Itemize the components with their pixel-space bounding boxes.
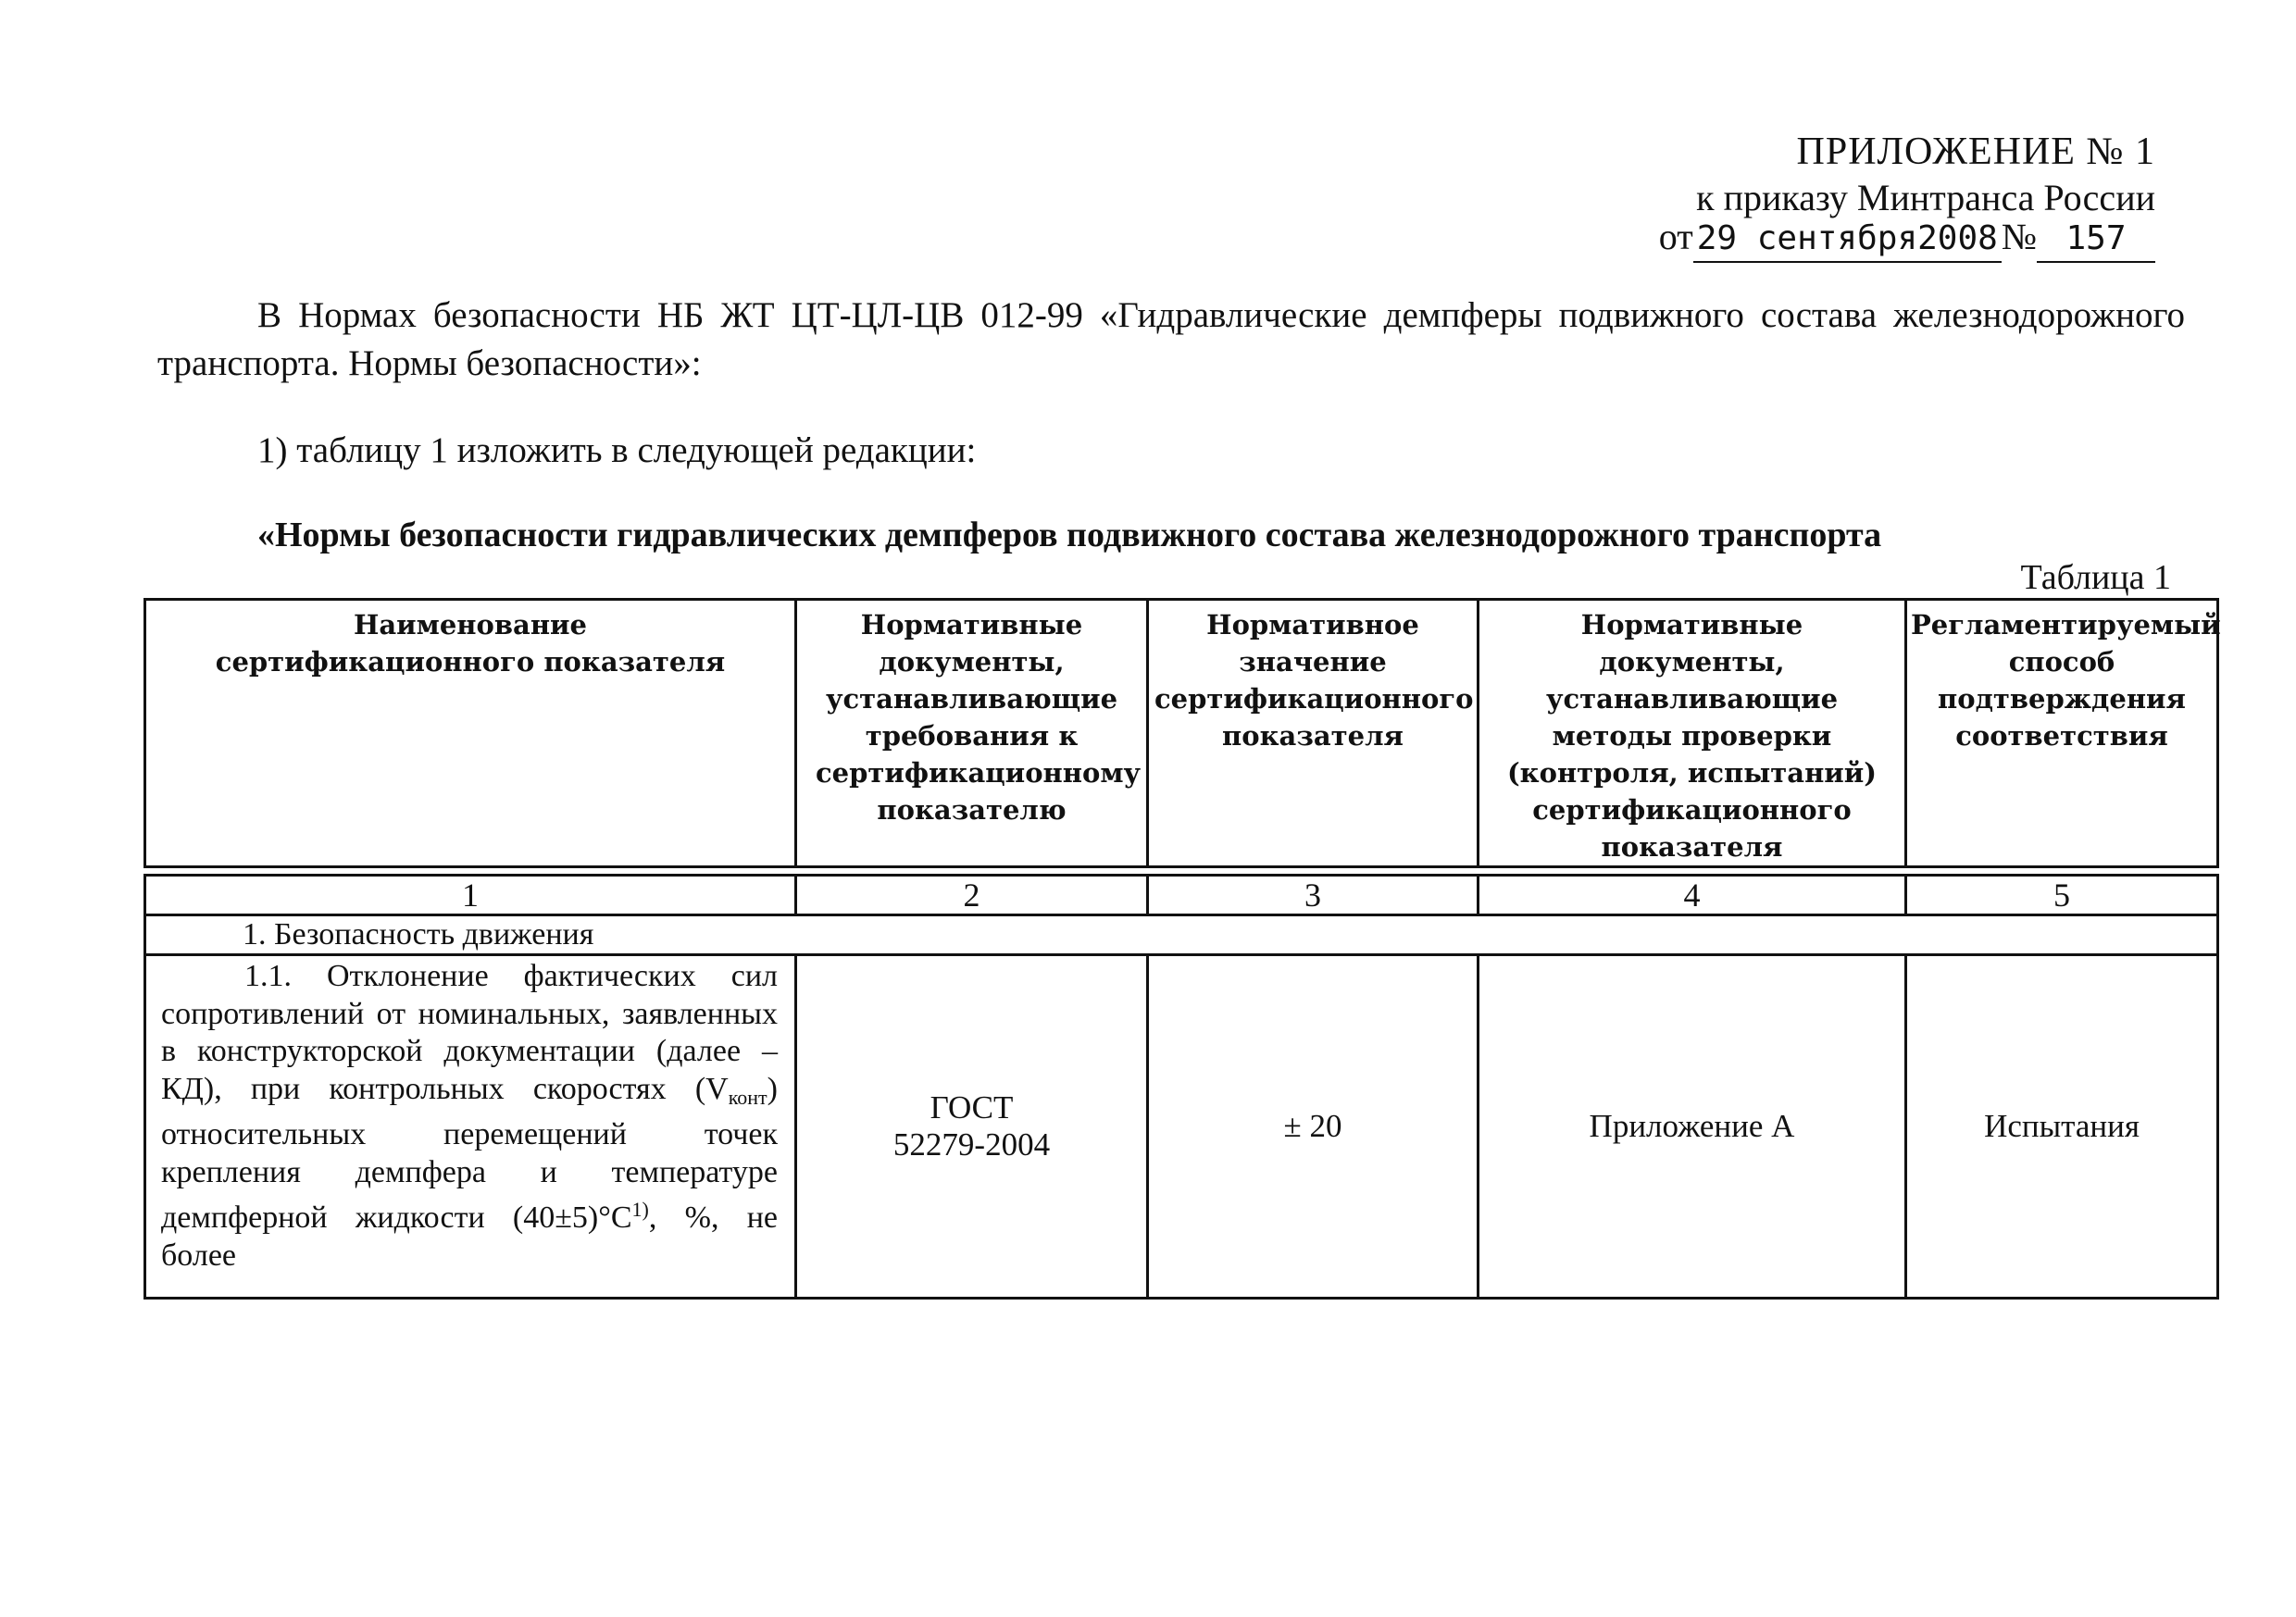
- table-row: [145, 955, 2218, 1299]
- column-number: 2: [796, 876, 1148, 915]
- intro-block: [157, 292, 2185, 388]
- confirmation-method: Испытания: [1906, 955, 2218, 1299]
- item-1: 1) таблицу 1 изложить в следующей редакции:: [257, 430, 977, 470]
- appendix-title: ПРИЛОЖЕНИЕ № 1: [1796, 131, 2155, 173]
- test-method-document: Приложение А: [1479, 955, 1906, 1299]
- footnote-mark: 1): [631, 1198, 649, 1221]
- indicator-text: [161, 958, 778, 1275]
- date-prefix: от: [1658, 216, 1693, 257]
- requirements-document: [796, 955, 1148, 1299]
- section-title: 1. Безопасность движения: [145, 915, 2218, 955]
- date-day: 29: [1696, 219, 1738, 257]
- column-number: 4: [1479, 876, 1906, 915]
- table-header: [144, 598, 2219, 868]
- date-month: сентября: [1756, 219, 1918, 257]
- section-row: [145, 915, 2218, 955]
- indicator-description: [145, 955, 796, 1299]
- desc-mid: ) относительных перемещений точек крепления демпфера и температуре демпферной жидкости (40±5)°С: [161, 1071, 778, 1235]
- desc-subscript: конт: [728, 1085, 767, 1109]
- intro-paragraph: В Нормах безопасности НБ ЖТ ЦТ-ЦЛ-ЦВ 012-99 «Гидравлические демпферы подвижного состава железнодорожного транспорта. Нормы безопасности»:: [157, 295, 2185, 383]
- header-cell-1: Наименование сертификационного показателя: [145, 600, 796, 867]
- header-cell-5: Регламентируемый способ подтверждения соответствия: [1906, 600, 2218, 867]
- desc-first: 1.1. Отклонение фактических сил сопротивлений от номинальных, заявленных в конструкторской документации (далее – КД), при контрольных скоростях (V: [161, 959, 778, 1106]
- table-caption: Таблица 1: [2020, 558, 2171, 597]
- column-number: 1: [145, 876, 796, 915]
- table-heading: «Нормы безопасности гидравлических демпферов подвижного состава железнодорожного транспорта: [257, 516, 1882, 554]
- appendix-order-line: к приказу Минтранса России: [1696, 177, 2155, 218]
- date-day-month: [1693, 217, 2002, 263]
- column-number: 5: [1906, 876, 2218, 915]
- date-year: 2008: [1917, 219, 1998, 257]
- column-number-row: [145, 876, 2218, 915]
- table-body: [144, 874, 2219, 1300]
- column-number: 3: [1148, 876, 1479, 915]
- number-prefix: №: [2001, 216, 2037, 257]
- appendix-date-line: [1659, 215, 2155, 263]
- header-cell-2: Нормативные документы, устанавливающие требования к сертификационному показателю: [796, 600, 1148, 867]
- order-number: 157: [2037, 217, 2155, 263]
- header-cell-3: Нормативное значение сертификационного показателя: [1148, 600, 1479, 867]
- doc-line-2: 52279-2004: [892, 1126, 1051, 1163]
- desc-end: , %, не более: [161, 1200, 778, 1273]
- header-cell-4: Нормативные документы, устанавливающие методы проверки (контроля, испытаний) сертификационного показателя: [1479, 600, 1906, 867]
- normative-value: ± 20: [1148, 955, 1479, 1299]
- doc-line-1: ГОСТ: [930, 1089, 1014, 1126]
